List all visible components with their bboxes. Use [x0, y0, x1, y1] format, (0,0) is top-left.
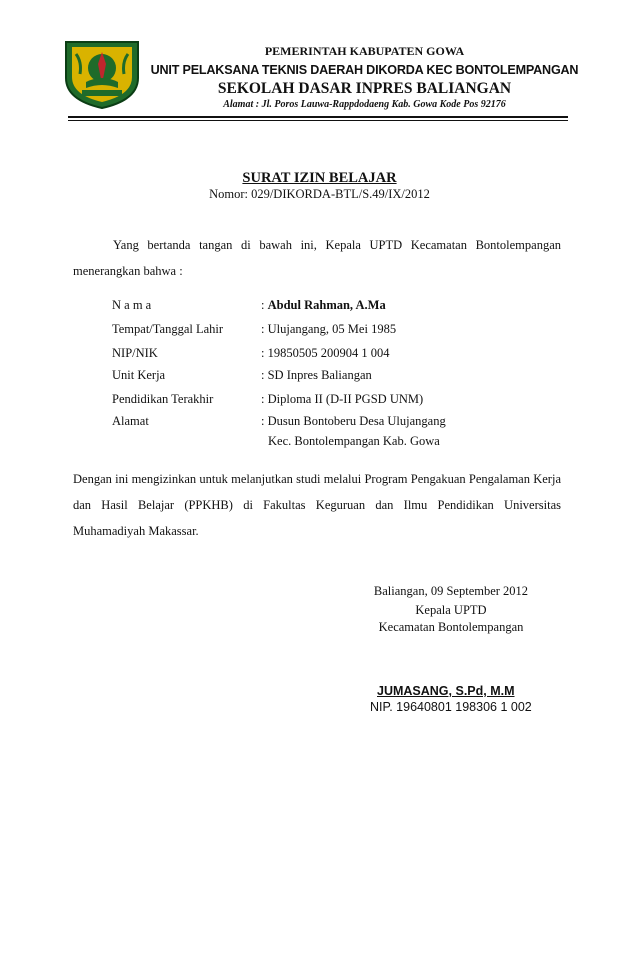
field-value-education: : Diploma II (D-II PGSD UNM): [261, 392, 424, 406]
permission-paragraph: Dengan ini mengizinkan untuk melanjutkan studi melalui Program Pengakuan Pengalaman Kerja dan Hasil Belajar (PPKHB) di Fakultas Keguruan dan Ilmu Pendidikan Universitas Muhamadiyah Makassar.: [73, 472, 561, 538]
field-value-name: : Abdul Rahman, A.Ma: [261, 298, 386, 312]
signature-place-date: Baliangan, 09 September 2012: [373, 584, 529, 598]
field-value-address: : Dusun Bontoberu Desa Ulujangang: [261, 414, 446, 428]
signature-position: Kepala UPTD: [415, 603, 487, 617]
letterhead-school: SEKOLAH DASAR INPRES BALIANGAN: [217, 80, 512, 97]
document-title: SURAT IZIN BELAJAR: [242, 170, 397, 186]
field-label-birth: Tempat/Tanggal Lahir: [112, 322, 224, 336]
field-value-unit: : SD Inpres Baliangan: [261, 368, 372, 382]
field-label-address: Alamat: [112, 414, 149, 428]
field-label-nip: NIP/NIK: [112, 346, 158, 360]
document-number: Nomor: 029/DIKORDA-BTL/S.49/IX/2012: [209, 187, 430, 201]
letterhead-thin-divider: [68, 120, 568, 121]
letterhead-unit: UNIT PELAKSANA TEKNIS DAERAH DIKORDA KEC BONTOLEMPANGAN: [150, 63, 579, 77]
field-label-education: Pendidikan Terakhir: [112, 392, 214, 406]
field-value-nip: : 19850505 200904 1 004: [261, 346, 390, 360]
signatory-nip: NIP. 19640801 198306 1 002: [370, 700, 532, 714]
field-value-address-continuation: Kec. Bontolempangan Kab. Gowa: [268, 434, 440, 448]
field-value-birth: : Ulujangang, 05 Mei 1985: [261, 322, 397, 336]
opening-paragraph: Yang bertanda tangan di bawah ini, Kepala UPTD Kecamatan Bontolempangan menerangkan bahwa :: [73, 238, 561, 278]
letterhead-government: PEMERINTAH KABUPATEN GOWA: [264, 44, 465, 58]
field-label-name: N a m a: [112, 298, 152, 312]
signatory-name: JUMASANG, S.Pd, M.M: [377, 684, 515, 698]
letterhead-thick-divider: [68, 116, 568, 118]
letterhead-address: Alamat : Jl. Poros Lauwa-Rappdodaeng Kab. Gowa Kode Pos 92176: [223, 99, 506, 110]
field-label-unit: Unit Kerja: [112, 368, 166, 382]
signature-office: Kecamatan Bontolempangan: [378, 620, 524, 634]
gowa-regency-emblem-icon: [62, 38, 142, 110]
